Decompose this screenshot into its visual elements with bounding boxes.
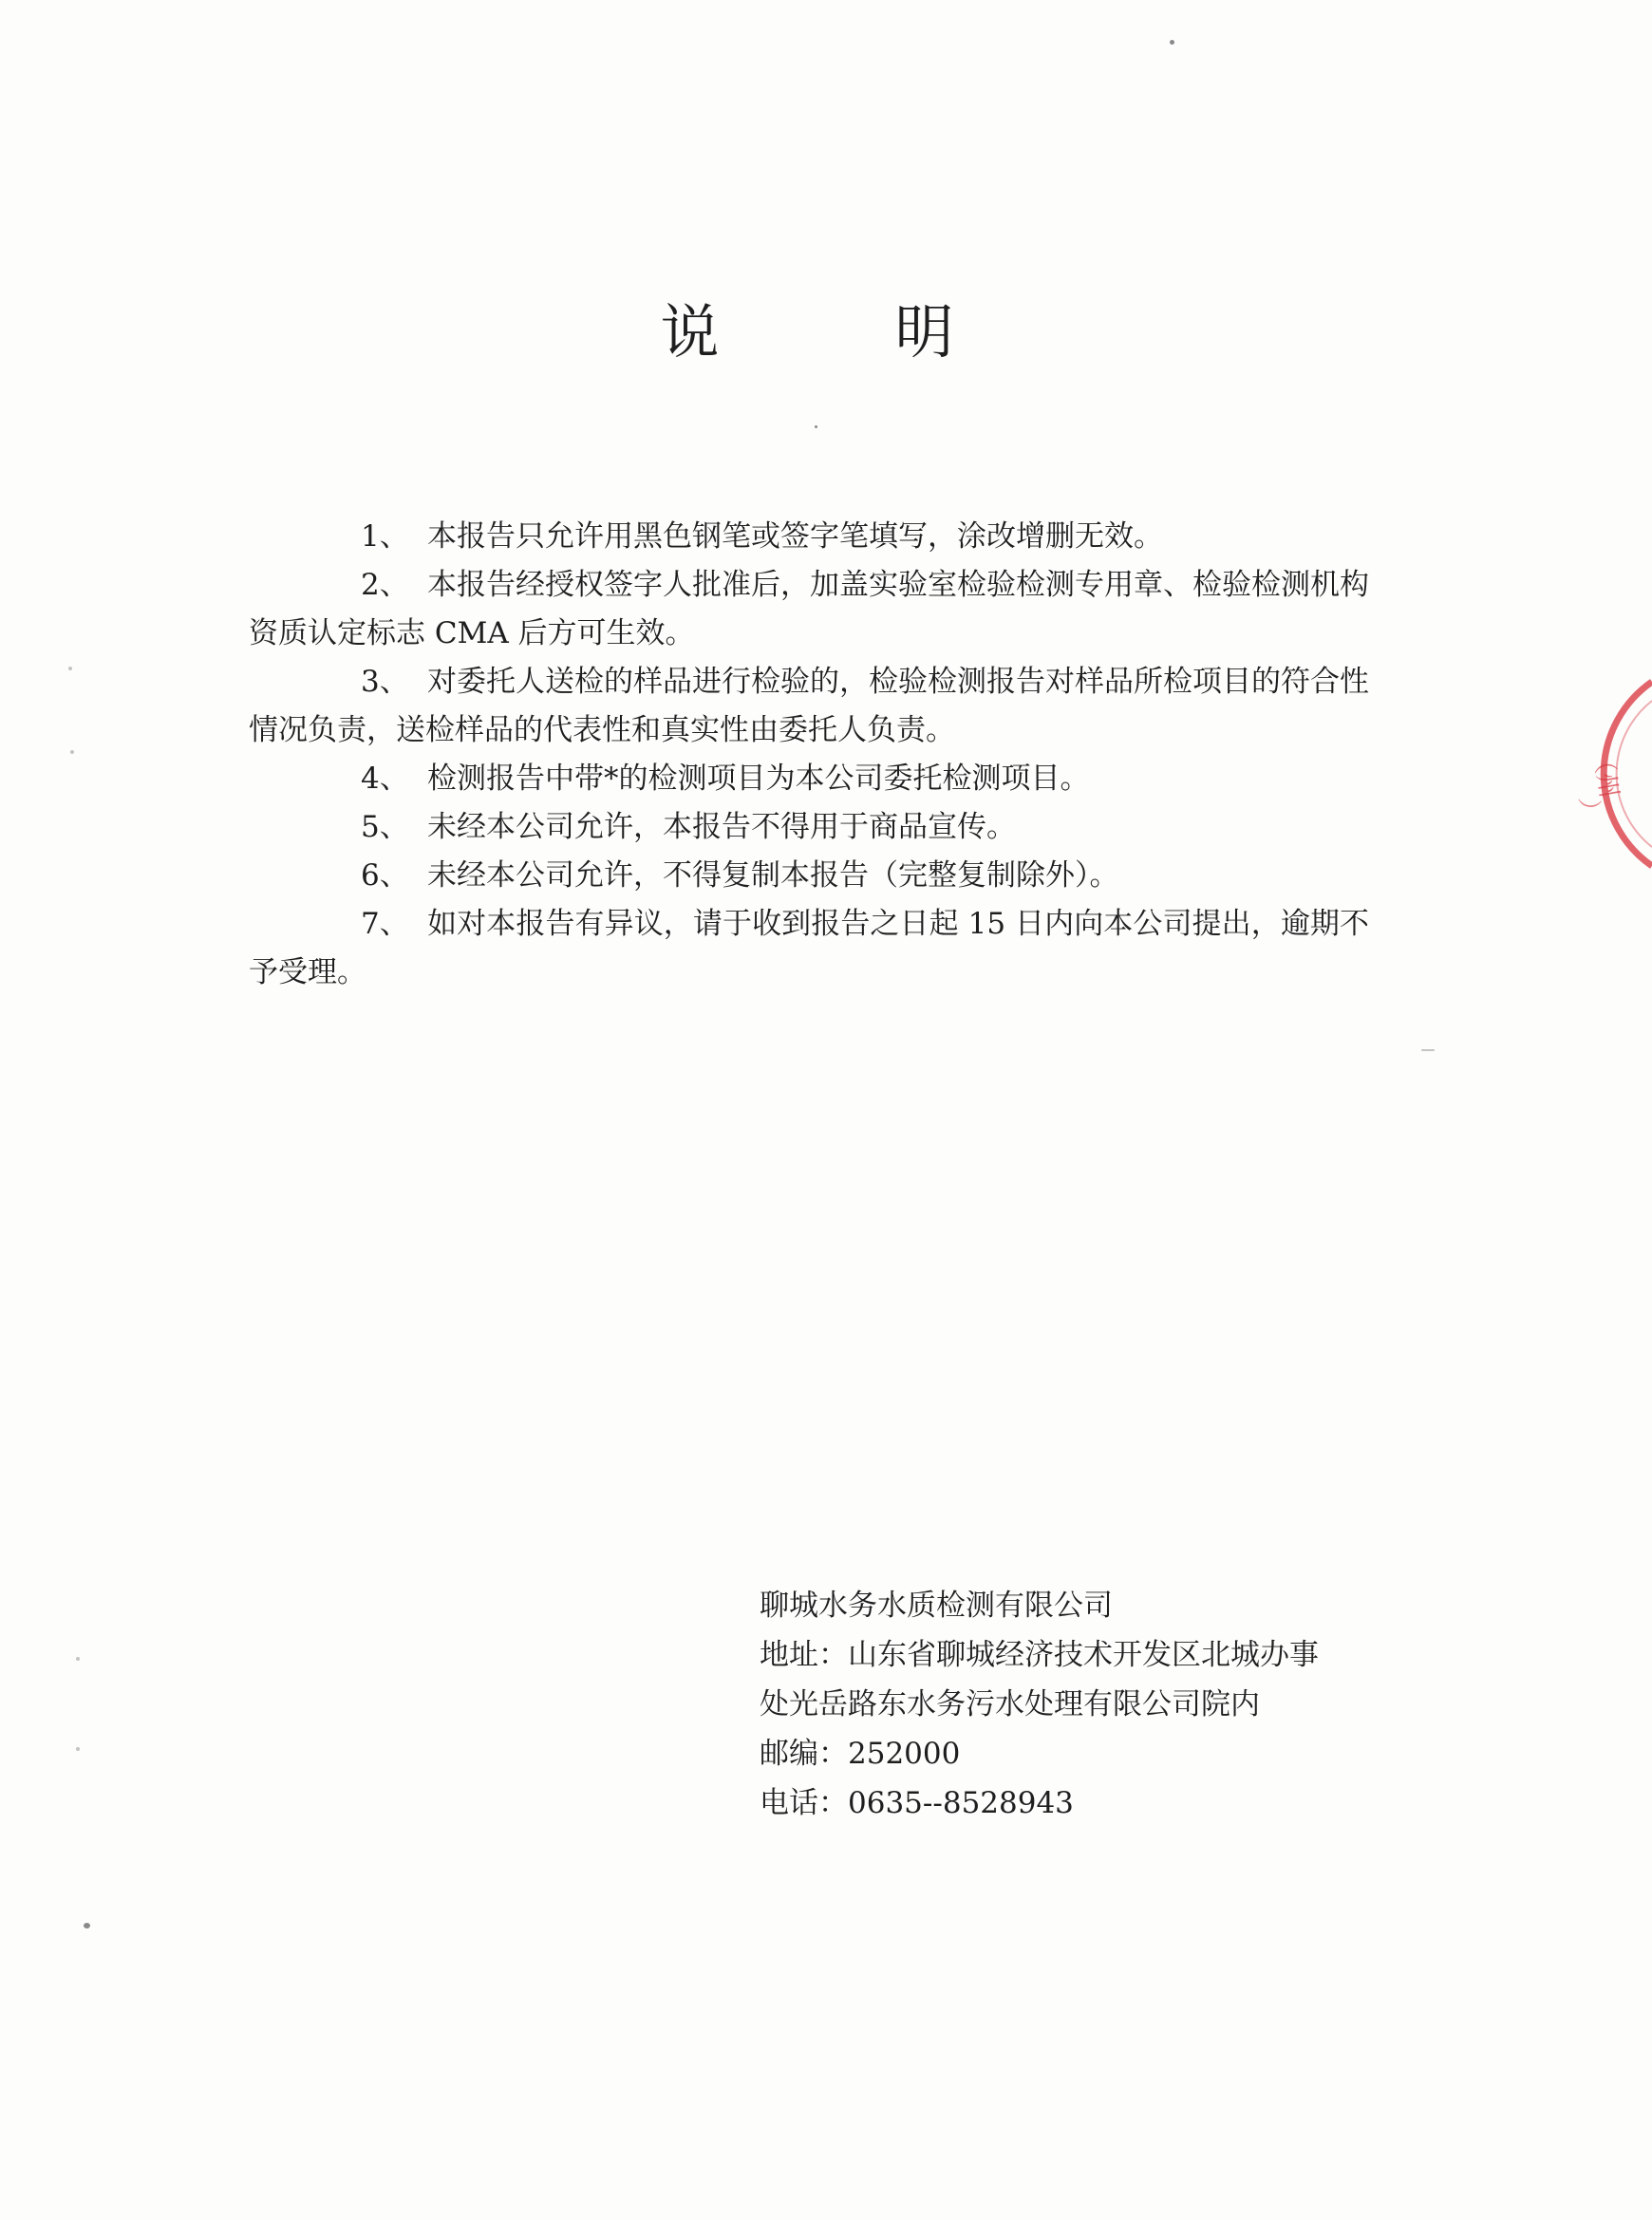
note-item: 7、 如对本报告有异议，请于收到报告之日起 15 日内向本公司提出，逾期不予受理。 (249, 907, 1369, 989)
note-item: 2、 本报告经授权签字人批准后，加盖实验室检验检测专用章、检验检测机构资质认定标志 CMA 后方可生效。 (249, 568, 1369, 650)
document-title (0, 285, 1614, 369)
note-item: 5、 未经本公司允许，本报告不得用于商品宣传。 (361, 810, 1016, 844)
scan-speck (76, 1657, 80, 1661)
scan-speck (815, 425, 817, 428)
note-item: 6、 未经本公司允许，不得复制本报告（完整复制除外）。 (361, 858, 1119, 893)
note-item: 4、 检测报告中带*的检测项目为本公司委托检测项目。 (361, 762, 1090, 796)
note-item: 1、 本报告只允许用黑色钢笔或签字笔填写，涂改增删无效。 (361, 519, 1163, 554)
company-address-line-2: 处光岳路东水务污水处理有限公司院内 (760, 1687, 1260, 1721)
title-char-2: 明 (894, 297, 954, 367)
company-info (760, 1581, 1386, 1828)
svg-text:）: ） (1571, 797, 1603, 824)
scan-speck (76, 1747, 80, 1751)
note-item: 3、 对委托人送检的样品进行检验的，检验检测报告对样品所检项目的符合性情况负责，送检样品的代表性和真实性由委托人负责。 (249, 665, 1369, 747)
svg-text:（州: （州 (1586, 746, 1624, 800)
company-name: 聊城水务水质检测有限公司 (760, 1589, 1113, 1623)
company-postcode: 邮编：252000 (760, 1737, 961, 1771)
scan-speck (1170, 40, 1174, 45)
scan-speck (1421, 1049, 1435, 1051)
company-address-line-1: 地址：山东省聊城经济技术开发区北城办事 (760, 1638, 1319, 1672)
partial-red-seal (1510, 665, 1652, 883)
company-phone: 电话：0635--8528943 (760, 1786, 1074, 1820)
title-char-1: 说 (660, 297, 720, 367)
scan-speck (70, 750, 74, 754)
scan-speck (68, 667, 72, 670)
scan-speck (84, 1923, 90, 1928)
notes-list (249, 513, 1369, 997)
